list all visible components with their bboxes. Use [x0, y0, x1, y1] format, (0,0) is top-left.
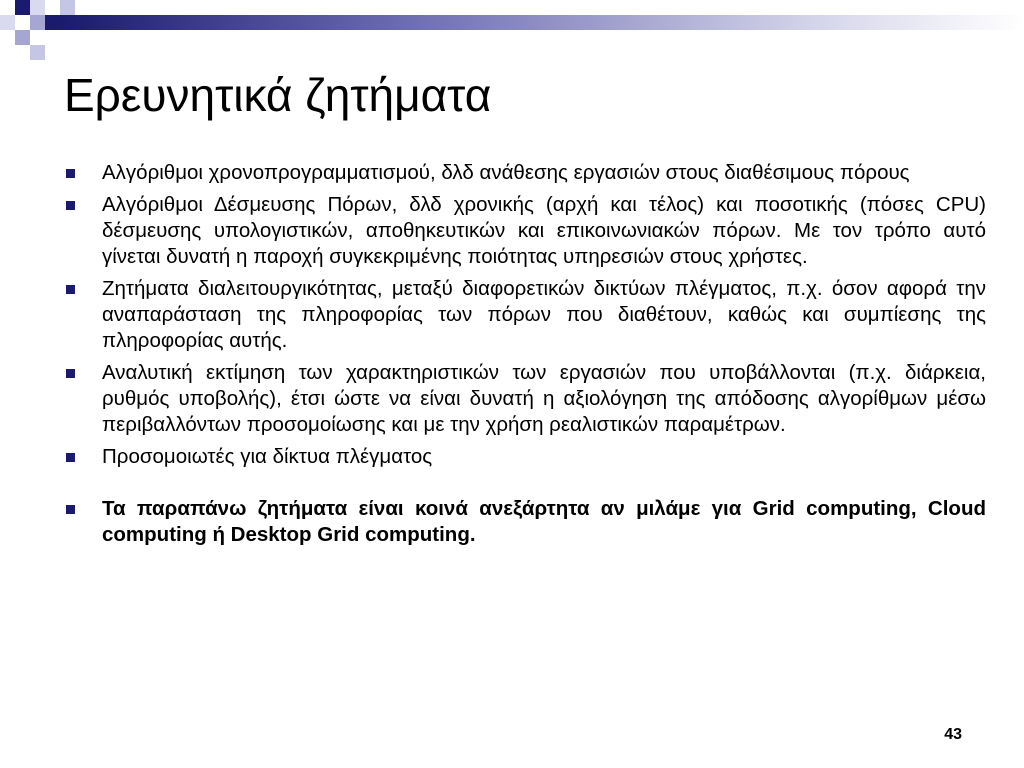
decor-square: [30, 15, 45, 30]
header-decoration: [0, 0, 1024, 70]
bullet-text: Προσομοιωτές για δίκτυα πλέγματος: [102, 445, 433, 468]
bullet-text: Ζητήματα διαλειτουργικότητας, μεταξύ διαφορετικών δικτύων πλέγματος, π.χ. όσον αφορά την αναπαράσταση της πληροφορίας των πόρων που διαθέτουν, καθώς και συμπίεσης της πληροφορίας αυτής.: [102, 277, 986, 352]
slide-body: [64, 160, 986, 554]
decor-square: [0, 15, 15, 30]
header-gradient-bar: [60, 15, 1024, 30]
list-item: [64, 444, 986, 470]
bullet-list: [64, 160, 986, 548]
square-bullet-icon: [66, 505, 75, 514]
slide-title: Ερευνητικά ζητήματα: [64, 69, 492, 121]
square-bullet-icon: [66, 201, 75, 210]
list-item: [64, 160, 986, 186]
list-item: [64, 276, 986, 354]
page-number: 43: [944, 726, 962, 743]
decor-square: [30, 45, 45, 60]
decor-square: [15, 15, 30, 30]
square-bullet-icon: [66, 285, 75, 294]
square-bullet-icon: [66, 169, 75, 178]
decor-square: [60, 0, 75, 15]
decor-square: [30, 30, 45, 45]
list-item: [64, 192, 986, 270]
decor-square: [15, 0, 30, 15]
decor-square: [45, 0, 60, 15]
decor-square: [45, 15, 60, 30]
decor-square: [30, 0, 45, 15]
square-bullet-icon: [66, 453, 75, 462]
bullet-text: Αλγόριθμοι χρονοπρογραμματισμού, δλδ ανάθεσης εργασιών στους διαθέσιμους πόρους: [102, 161, 910, 184]
decor-square: [15, 30, 30, 45]
list-item: [64, 360, 986, 438]
conclusion-text: Τα παραπάνω ζητήματα είναι κοινά ανεξάρτητα αν μιλάμε για Grid computing, Cloud computing ή Desktop Grid computing.: [102, 497, 986, 546]
square-bullet-icon: [66, 369, 75, 378]
decor-square: [0, 0, 15, 15]
conclusion-item: [64, 496, 986, 548]
bullet-text: Αναλυτική εκτίμηση των χαρακτηριστικών των εργασιών που υποβάλλονται (π.χ. διάρκεια, ρυθμός υποβολής), έτσι ώστε να είναι δυνατή η αξιολόγηση της απόδοσης αλγορίθμων μέσω περιβαλλόντων προσομοίωσης και με την χρήση ρεαλιστικών παραμέτρων.: [102, 361, 986, 436]
bullet-text: Αλγόριθμοι Δέσμευσης Πόρων, δλδ χρονικής (αρχή και τέλος) και ποσοτικής (πόσες CPU) δέσμευσης υπολογιστικών, αποθηκευτικών και επικοινωνιακών πόρων. Με τον τρόπο αυτό γίνεται δυνατή η παροχή συγκεκριμένης ποιότητας υπηρεσιών στους χρήστες.: [102, 193, 986, 268]
